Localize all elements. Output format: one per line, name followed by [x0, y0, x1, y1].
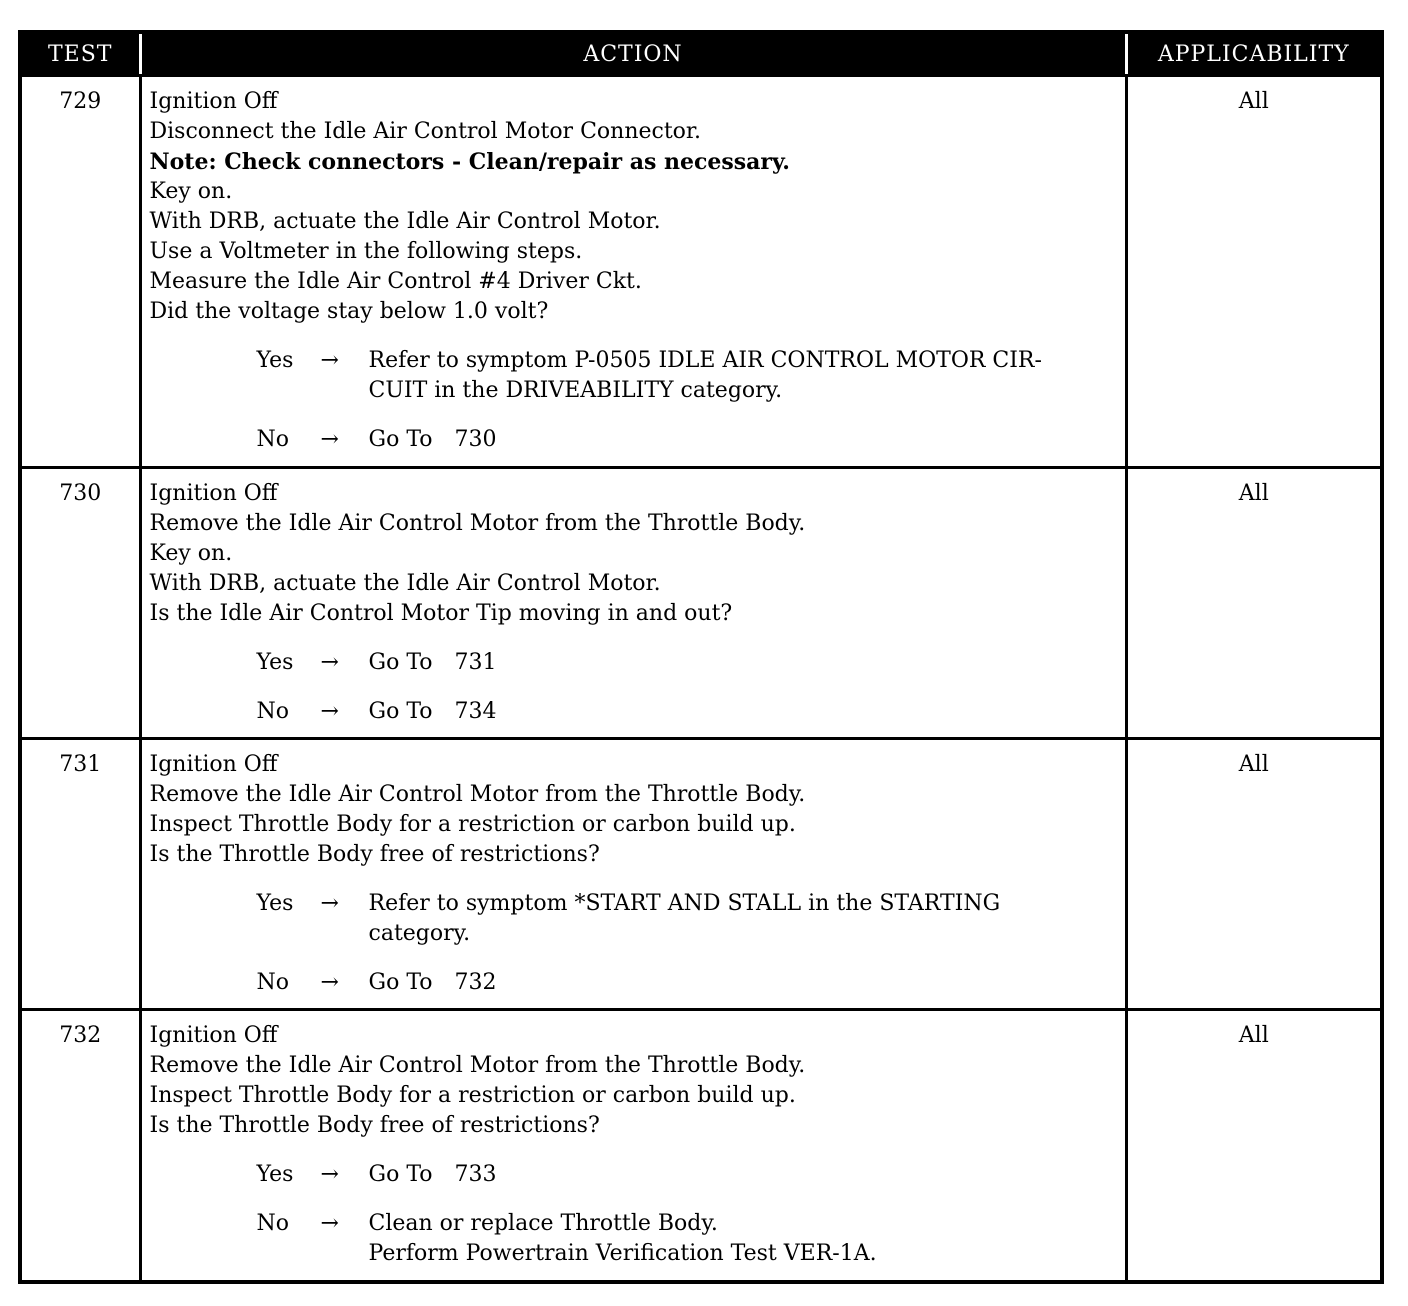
no-result [369, 1209, 1117, 1269]
outcomes [150, 889, 1117, 998]
action-line: Remove the Idle Air Control Motor from the Throttle Body. [149, 1053, 806, 1078]
result-text: Refer to symptom P-0505 IDLE AIR CONTROL MOTOR CIR- [368, 348, 1042, 373]
action-cell [140, 468, 1126, 739]
result-text: Perform Powertrain Verification Test VER-1A. [368, 1241, 877, 1266]
yes-outcome [150, 346, 1117, 406]
action-question: Is the Throttle Body free of restrictions? [149, 1113, 600, 1138]
arrow-icon: → [320, 1162, 339, 1187]
no-outcome [150, 697, 1117, 727]
action-line: Ignition Off [149, 89, 278, 114]
action-line: With DRB, actuate the Idle Air Control Motor. [149, 571, 661, 596]
action-line: Ignition Off [149, 481, 278, 506]
outcomes [150, 648, 1117, 727]
table-row [20, 468, 1382, 739]
arrow-icon: → [320, 650, 339, 675]
action-question: Is the Idle Air Control Motor Tip moving in and out? [149, 601, 733, 626]
arrow-icon: → [320, 891, 339, 916]
result-text: CUIT in the DRIVEABILITY category. [368, 378, 783, 403]
action-line: Inspect Throttle Body for a restriction or carbon build up. [149, 812, 796, 837]
yes-label: Yes [256, 891, 294, 916]
action-line: Disconnect the Idle Air Control Motor Connector. [149, 119, 702, 144]
header-test: TEST [20, 32, 140, 76]
test-number: 731 [20, 739, 140, 1010]
no-outcome [150, 968, 1117, 998]
no-label: No [256, 1211, 289, 1236]
yes-outcome [150, 889, 1117, 949]
action-line: Key on. [149, 179, 233, 204]
test-number: 730 [20, 468, 140, 739]
yes-result [369, 648, 1117, 678]
goto-label: Go To [368, 650, 433, 675]
no-outcome [150, 425, 1117, 455]
action-line: Remove the Idle Air Control Motor from the Throttle Body. [149, 511, 806, 536]
goto-number: 733 [454, 1162, 497, 1187]
action-line: Key on. [149, 541, 233, 566]
diagnostic-table [18, 30, 1384, 1284]
goto-number: 730 [454, 427, 497, 452]
action-cell [140, 76, 1126, 468]
action-line: Use a Voltmeter in the following steps. [149, 239, 583, 264]
arrow-icon: → [320, 699, 339, 724]
action-line: Measure the Idle Air Control #4 Driver Ckt. [149, 269, 642, 294]
yes-outcome [150, 1160, 1117, 1190]
yes-label: Yes [256, 1162, 294, 1187]
table-row [20, 76, 1382, 468]
outcomes [150, 1160, 1117, 1269]
result-text: Clean or replace Throttle Body. [368, 1211, 718, 1236]
outcomes [150, 346, 1117, 455]
action-cell [140, 1010, 1126, 1282]
action-cell [140, 739, 1126, 1010]
yes-result [369, 346, 1117, 406]
yes-result [369, 889, 1117, 949]
arrow-icon: → [320, 970, 339, 995]
action-question: Is the Throttle Body free of restrictions? [149, 842, 600, 867]
no-label: No [256, 970, 289, 995]
goto-number: 732 [454, 970, 497, 995]
table-row [20, 739, 1382, 1010]
yes-label: Yes [256, 348, 294, 373]
no-label: No [256, 427, 289, 452]
header-row [20, 32, 1382, 76]
result-text: category. [368, 921, 471, 946]
no-result [369, 425, 1117, 455]
no-outcome [150, 1209, 1117, 1269]
header-action: ACTION [140, 32, 1126, 76]
action-line: Ignition Off [149, 752, 278, 777]
applicability: All [1126, 76, 1382, 468]
no-result [369, 697, 1117, 727]
goto-number: 734 [454, 699, 497, 724]
applicability: All [1126, 468, 1382, 739]
action-line: Inspect Throttle Body for a restriction or carbon build up. [149, 1083, 796, 1108]
action-line: Ignition Off [149, 1023, 278, 1048]
goto-label: Go To [368, 970, 433, 995]
yes-outcome [150, 648, 1117, 678]
goto-label: Go To [368, 427, 433, 452]
action-note: Note: Check connectors - Clean/repair as necessary. [149, 149, 790, 175]
no-result [369, 968, 1117, 998]
action-line: Remove the Idle Air Control Motor from the Throttle Body. [149, 782, 806, 807]
yes-label: Yes [256, 650, 294, 675]
goto-label: Go To [368, 699, 433, 724]
goto-label: Go To [368, 1162, 433, 1187]
header-applicability: APPLICABILITY [1126, 32, 1382, 76]
yes-result [369, 1160, 1117, 1190]
table-row [20, 1010, 1382, 1282]
result-text: Refer to symptom *START AND STALL in the STARTING [368, 891, 1001, 916]
action-question: Did the voltage stay below 1.0 volt? [149, 299, 549, 324]
arrow-icon: → [320, 1211, 339, 1236]
applicability: All [1126, 739, 1382, 1010]
applicability: All [1126, 1010, 1382, 1282]
action-line: With DRB, actuate the Idle Air Control Motor. [149, 209, 661, 234]
goto-number: 731 [454, 650, 497, 675]
no-label: No [256, 699, 289, 724]
test-number: 732 [20, 1010, 140, 1282]
test-number: 729 [20, 76, 140, 468]
arrow-icon: → [320, 348, 339, 373]
arrow-icon: → [320, 427, 339, 452]
